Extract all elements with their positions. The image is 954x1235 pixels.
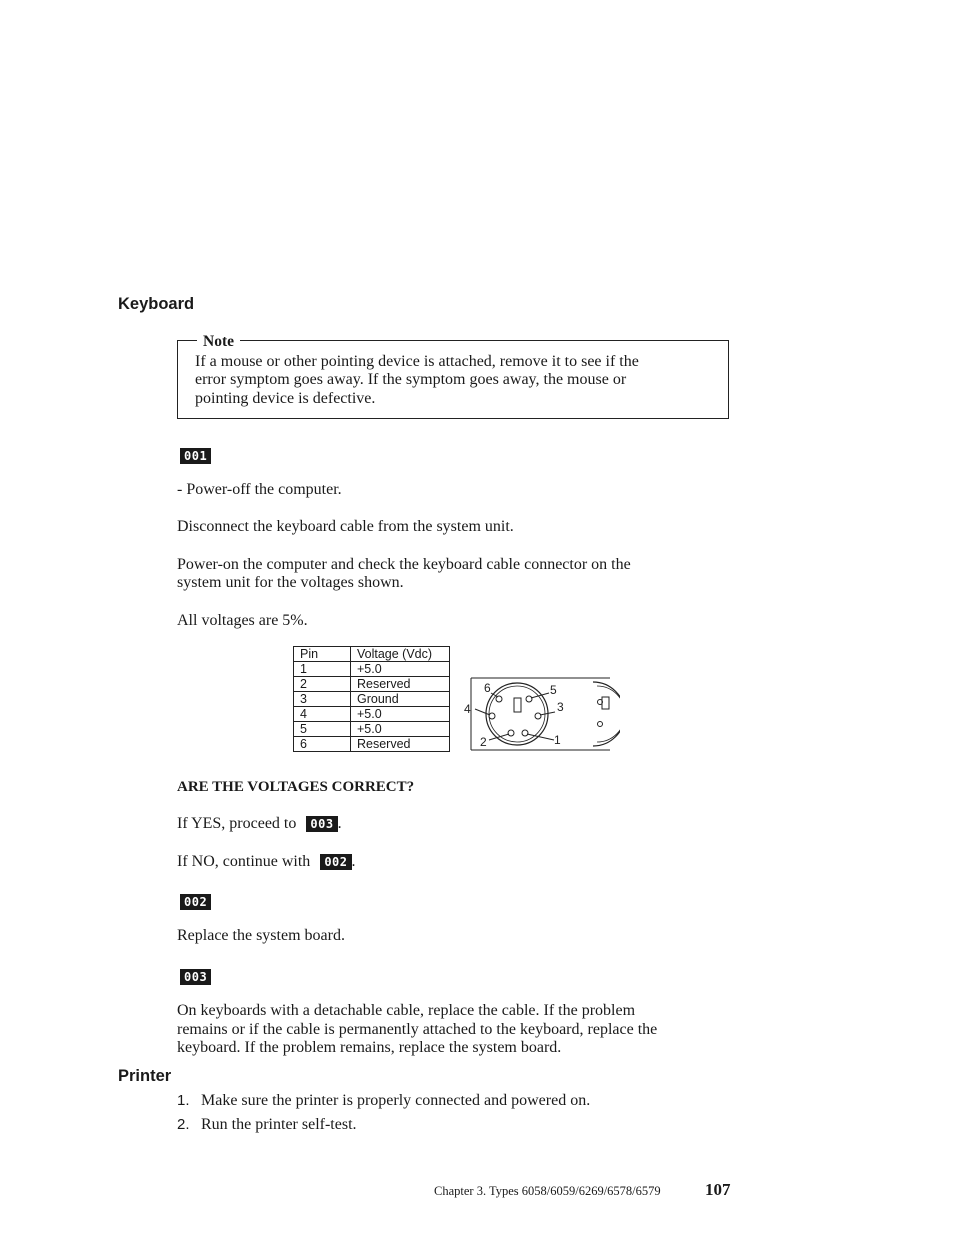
voltage-cell: +5.0 [351,707,450,722]
pin-label-4: 4 [464,702,471,716]
pin-label-2: 2 [480,735,487,749]
pin-cell: 1 [294,662,351,677]
table-row [294,737,450,752]
step-002-tag: 002 [180,891,211,910]
voltage-cell: +5.0 [351,662,450,677]
disconnect-text: Disconnect the keyboard cable from the system unit. [177,518,514,535]
voltage-cell: Ground [351,692,450,707]
if-no-line: If NO, continue with 002 . [177,853,356,870]
pin-cell: 5 [294,722,351,737]
note-line-1: If a mouse or other pointing device is attached, remove it to see if the [195,353,639,370]
pin-voltage-table [293,646,450,752]
voltage-cell: Reserved [351,737,450,752]
step-003-tag: 003 [180,966,211,985]
step-003-line-1: On keyboards with a detachable cable, replace the cable. If the problem [177,1002,636,1019]
list-item: 2. Run the printer self-test. [177,1116,357,1133]
if-yes-text: If YES, proceed to [177,815,297,832]
if-no-text: If NO, continue with [177,853,311,870]
step-001-tag: 001 [180,445,211,464]
goto-003-link[interactable]: 003 [306,816,337,832]
table-row [294,707,450,722]
table-row [294,722,450,737]
voltages-question: ARE THE VOLTAGES CORRECT? [177,779,415,795]
note-line-3: pointing device is defective. [195,390,376,407]
table-row [294,677,450,692]
table-row [294,662,450,677]
keyboard-connector-diagram [455,672,620,756]
voltage-cell: +5.0 [351,722,450,737]
replace-board-text: Replace the system board. [177,927,345,944]
power-on-line-2: system unit for the voltages shown. [177,574,404,591]
header-voltage: Voltage (Vdc) [351,647,450,662]
pin-label-1: 1 [554,733,561,747]
power-off-text: - Power-off the computer. [177,481,342,498]
pin-cell: 3 [294,692,351,707]
voltages-note: All voltages are 5%. [177,612,308,629]
pin-label-5: 5 [550,683,557,697]
table-header-row [294,647,450,662]
printer-steps [177,1092,590,1134]
table-row [294,692,450,707]
footer-chapter: Chapter 3. Types 6058/6059/6269/6578/6579 [434,1184,661,1198]
note-label: Note [197,333,240,351]
page-number: 107 [705,1180,731,1199]
step-003-line-3: keyboard. If the problem remains, replace the system board. [177,1039,562,1056]
pin-cell: 4 [294,707,351,722]
step-003-line-2: remains or if the cable is permanently attached to the keyboard, replace the [177,1021,658,1038]
header-pin: Pin [294,647,351,662]
pin-cell: 2 [294,677,351,692]
keyboard-heading: Keyboard [118,295,195,313]
note-line-2: error symptom goes away. If the symptom goes away, the mouse or [195,371,627,388]
power-on-line-1: Power-on the computer and check the keyboard cable connector on the [177,556,631,573]
printer-heading: Printer [118,1067,172,1085]
voltage-cell: Reserved [351,677,450,692]
pin-label-3: 3 [557,700,564,714]
goto-002-link[interactable]: 002 [320,854,351,870]
if-yes-line: If YES, proceed to 003 . [177,815,342,832]
pin-label-6: 6 [484,681,491,695]
pin-cell: 6 [294,737,351,752]
list-item: 1. Make sure the printer is properly connected and powered on. [177,1092,591,1109]
